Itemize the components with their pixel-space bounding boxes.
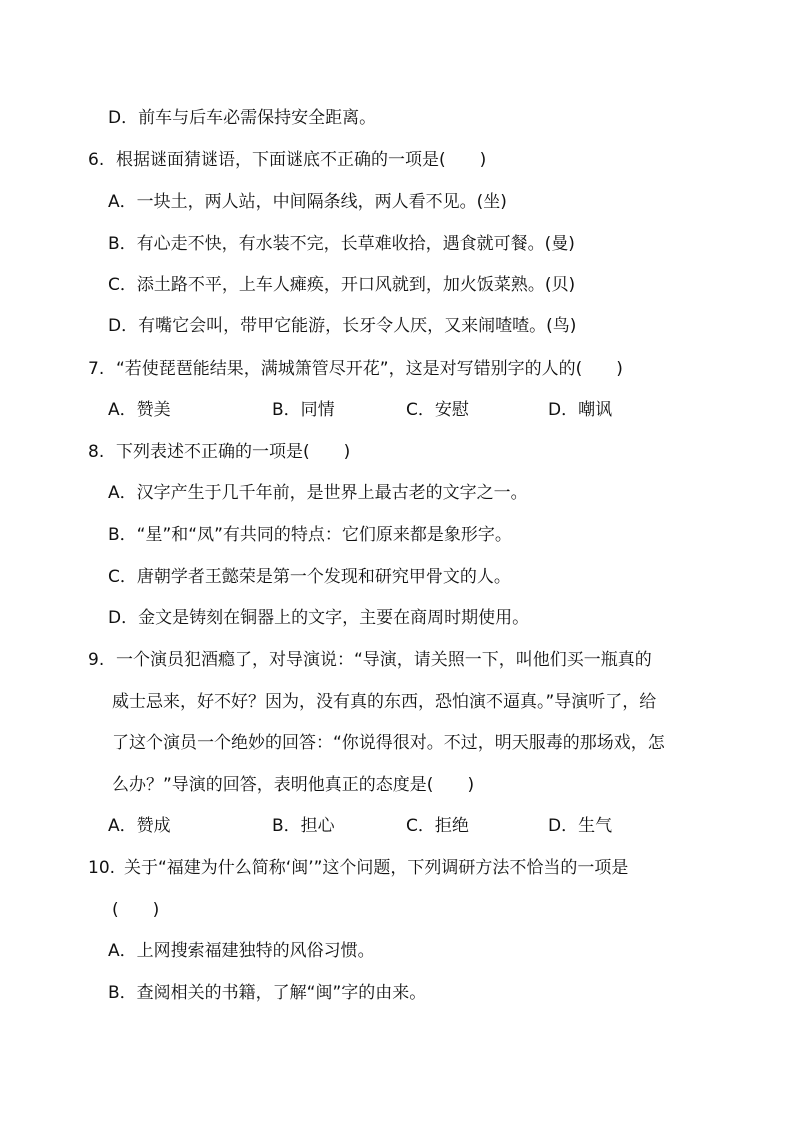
- option-b: B．同情: [272, 400, 335, 420]
- option-d: D．嘲讽: [548, 400, 613, 420]
- option-c: C．添土路不平，上车人瘫痪，开口风就到，加火饭菜熟。(贝): [108, 275, 576, 295]
- option-d: D．有嘴它会叫，带甲它能游，长牙令人厌，又来闹喳喳。(鸟): [108, 316, 577, 336]
- option-b: B．担心: [272, 816, 335, 836]
- option-a: A．汉字产生于几千年前，是世界上最古老的文字之一。: [108, 483, 528, 503]
- question-stem: 根据谜面猜谜语，下面谜底不正确的一项是( ): [116, 150, 487, 170]
- option-a: A．赞美: [108, 400, 171, 420]
- option-c: C．唐朝学者王懿荣是第一个发现和研究甲骨文的人。: [108, 567, 511, 587]
- option-c: C．拒绝: [406, 816, 469, 836]
- option-a: A．上网搜索福建独特的风俗习惯。: [108, 941, 375, 961]
- option-b: B．有心走不快，有水装不完，长草难收拾，遇食就可餐。(曼): [108, 234, 575, 254]
- option-d: D．金文是铸刻在铜器上的文字，主要在商周时期使用。: [108, 608, 530, 628]
- question-stem: “若使琵琶能结果，满城箫管尽开花”，这是对写错别字的人的( ): [116, 359, 623, 379]
- option-d: D．生气: [548, 816, 613, 836]
- question-number: 6.: [88, 150, 105, 170]
- q5-option-d: D．前车与后车必需保持安全距离。: [108, 108, 377, 128]
- question-number: 8.: [88, 442, 105, 462]
- question-stem-line-2: ( ): [112, 900, 160, 920]
- option-b: B．查阅相关的书籍，了解“闽”字的由来。: [108, 983, 427, 1003]
- option-a: A．一块土，两人站，中间隔条线，两人看不见。(坐): [108, 192, 507, 212]
- option-a: A．赞成: [108, 816, 171, 836]
- question-number: 10.: [88, 858, 116, 878]
- question-number: 7.: [88, 359, 105, 379]
- question-stem-line-3: 了这个演员一个绝妙的回答：“你说得很对。不过，明天服毒的那场戏，怎: [112, 733, 665, 753]
- option-c: C．安慰: [406, 400, 469, 420]
- question-stem: 下列表述不正确的一项是( ): [116, 442, 351, 462]
- option-b: B．“星”和“凤”有共同的特点：它们原来都是象形字。: [108, 525, 512, 545]
- question-stem-line-2: 威士忌来，好不好？因为，没有真的东西，恐怕演不逼真。”导演听了，给: [112, 692, 657, 712]
- option-row: [108, 398, 708, 422]
- question-stem-line-1: 一个演员犯酒瘾了，对导演说：“导演，请关照一下，叫他们买一瓶真的: [116, 650, 652, 670]
- option-row: [108, 814, 708, 838]
- question-number: 9.: [88, 650, 105, 670]
- question-stem-line-4: 么办？”导演的回答，表明他真正的态度是( ): [112, 775, 475, 795]
- question-stem-line-1: 关于“福建为什么简称‘闽’”这个问题，下列调研方法不恰当的一项是: [124, 858, 629, 878]
